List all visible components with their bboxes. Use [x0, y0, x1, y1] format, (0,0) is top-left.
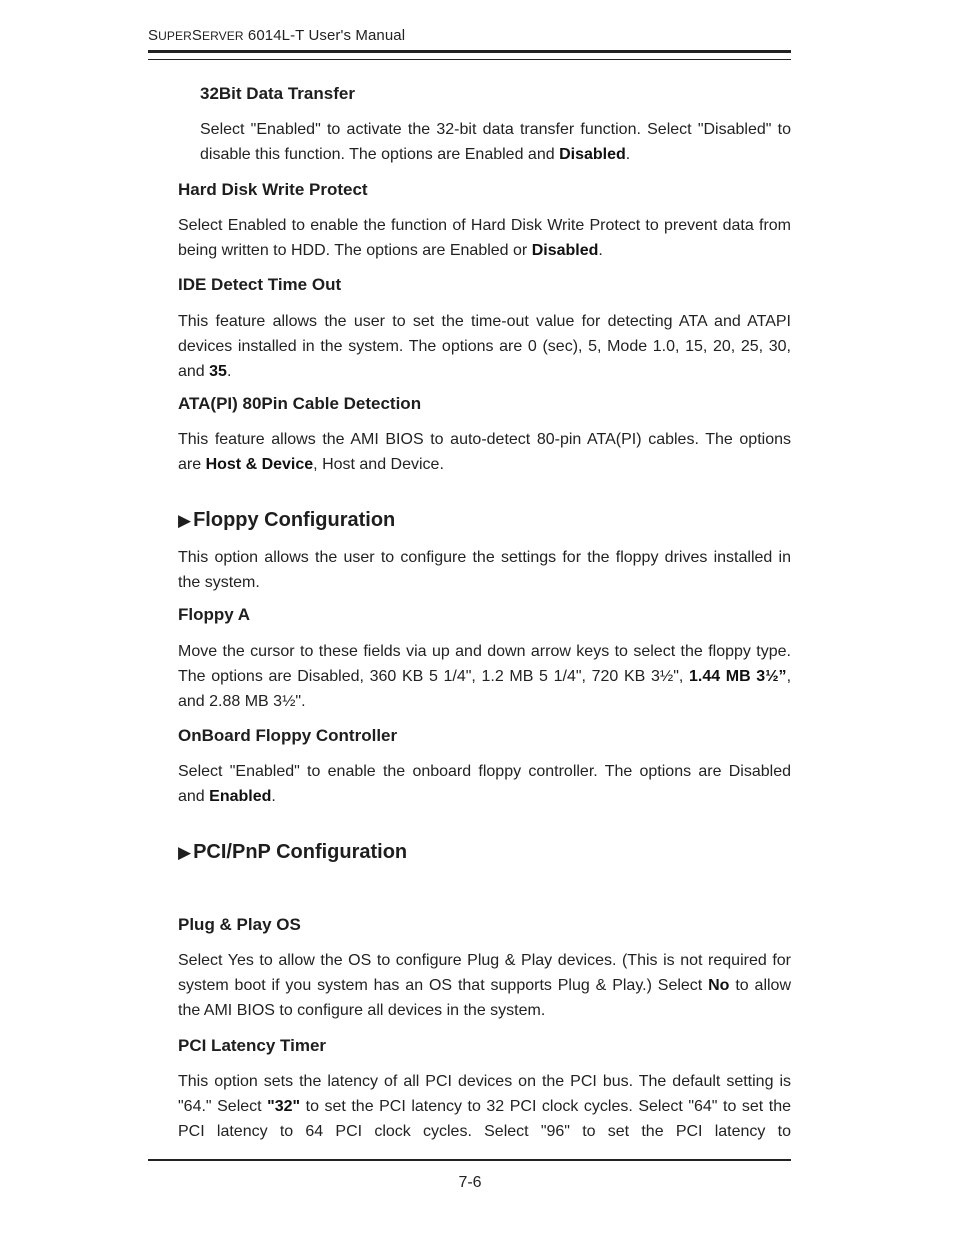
- text: This option allows the user to configure the settings for the floppy drives installed in the system.: [178, 549, 791, 591]
- heading-pci-pnp-configuration: [178, 841, 407, 864]
- text: .: [271, 788, 276, 805]
- header-rule-thin: [148, 59, 791, 60]
- paragraph-floppy-configuration: [178, 545, 791, 595]
- text: to allow the AMI BIOS to configure all devices in the system.: [178, 977, 791, 1019]
- paragraph-pci-latency-timer: [178, 1069, 791, 1144]
- heading-onboard-floppy-controller: OnBoard Floppy Controller: [178, 726, 398, 745]
- footer-rule: [148, 1159, 791, 1161]
- header-cap-1: S: [148, 27, 159, 44]
- heading-floppy-configuration: [178, 509, 395, 532]
- text: .: [226, 363, 232, 380]
- bold-text: Enabled: [209, 788, 272, 805]
- heading-ide-detect-time-out: IDE Detect Time Out: [178, 275, 342, 294]
- text: Move the cursor to these fields via up and down arrow keys to select the floppy type. The options are Disabled, 360 KB 5 1/4", 1.2 MB 5 1/4", 720 KB 3½",: [178, 643, 791, 685]
- bold-text: Disabled: [531, 242, 599, 259]
- text: Select "Enabled" to enable the onboard floppy controller. The options are Disabled and: [178, 763, 791, 805]
- text: This option sets the latency of all PCI devices on the PCI bus. The default setting is "64." Select: [178, 1073, 791, 1115]
- text: .: [625, 146, 631, 163]
- bold-text: "32": [267, 1098, 301, 1115]
- header-cap-2: S: [191, 27, 202, 44]
- paragraph-onboard-floppy-controller: [178, 759, 791, 809]
- heading-plug-and-play-os: Plug & Play OS: [178, 915, 301, 934]
- heading-floppy-a: Floppy A: [178, 605, 251, 624]
- bold-text: Disabled: [559, 146, 626, 163]
- text: .: [598, 242, 603, 259]
- heading-text: PCI/PnP Configuration: [193, 841, 408, 863]
- bold-text: No: [708, 977, 730, 994]
- heading-pci-latency-timer: PCI Latency Timer: [178, 1036, 327, 1055]
- text: Select Yes to allow the OS to configure Plug & Play devices. (This is not required for system boot if you system has an OS that supports Plug & Play.) Select: [178, 952, 791, 994]
- text: This feature allows the user to set the time-out value for detecting ATA and ATAPI devices installed in the system. The options are 0 (sec), 5, Mode 1.0, 15, 20, 25, 30, and: [178, 313, 791, 380]
- bold-text: 1.44 MB 3½”: [688, 668, 787, 685]
- heading-text: Floppy Configuration: [193, 509, 396, 531]
- heading-hard-disk-write-protect: Hard Disk Write Protect: [178, 180, 368, 199]
- header-small-2: ERVER: [201, 29, 244, 43]
- heading-32bit-data-transfer: 32Bit Data Transfer: [200, 84, 355, 103]
- text: This feature allows the AMI BIOS to auto-detect 80-pin ATA(PI) cables. The options are: [178, 431, 791, 473]
- header-rule-thick: [148, 50, 791, 53]
- header-small-1: UPER: [158, 29, 192, 43]
- bold-text: 35: [209, 363, 227, 380]
- paragraph-hard-disk-write-protect: [178, 213, 791, 263]
- running-header: [148, 27, 405, 44]
- triangle-right-icon: ▶: [178, 843, 192, 862]
- header-rest: 6014L-T User's Manual: [243, 27, 406, 44]
- page-number: 7-6: [458, 1174, 482, 1191]
- paragraph-ata-80pin-cable-detection: [178, 427, 791, 477]
- text: , Host and Device.: [313, 456, 444, 473]
- heading-ata-80pin-cable-detection: ATA(PI) 80Pin Cable Detection: [178, 394, 422, 413]
- text: , and 2.88 MB 3½".: [178, 668, 792, 710]
- text: Select Enabled to enable the function of Hard Disk Write Protect to prevent data from being written to HDD. The options are Enabled or: [178, 217, 791, 259]
- text: to set the PCI latency to 32 PCI clock cycles. Select "64" to set the PCI latency to 64 PCI clock cycles. Select "96" to set the PCI latency to: [178, 1098, 791, 1140]
- bold-text: Host & Device: [205, 456, 314, 473]
- paragraph-ide-detect-time-out: [178, 309, 791, 384]
- triangle-right-icon: ▶: [178, 511, 192, 530]
- paragraph-plug-and-play-os: [178, 948, 791, 1023]
- paragraph-floppy-a: [178, 639, 791, 714]
- paragraph-32bit-data-transfer: [200, 117, 791, 167]
- text: Select "Enabled" to activate the 32-bit data transfer function. Select "Disabled" to disable this function. The options are Enabled and: [200, 121, 791, 163]
